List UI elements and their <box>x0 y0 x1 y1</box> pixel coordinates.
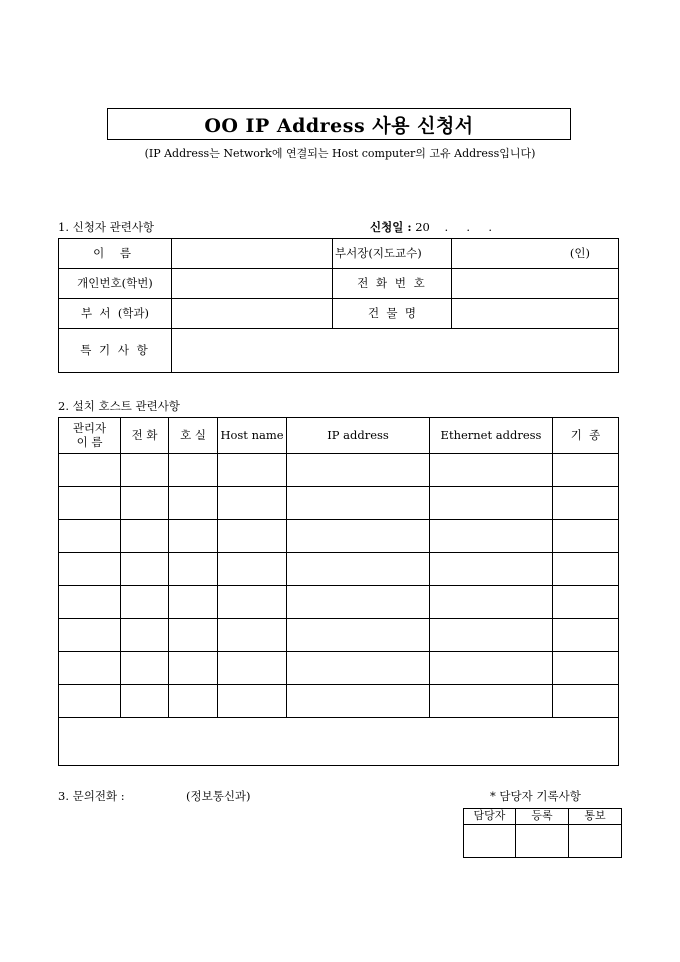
table-row <box>59 520 619 553</box>
dept-field[interactable] <box>172 299 333 329</box>
col-manager-name: 관리자 이 름 <box>59 418 121 454</box>
host-cell[interactable] <box>218 553 287 586</box>
host-cell[interactable] <box>59 652 121 685</box>
staff-register-field[interactable] <box>516 825 569 858</box>
building-field[interactable] <box>452 299 619 329</box>
date-label: 신청일 : <box>370 220 412 234</box>
staff-col-register: 등록 <box>516 809 569 825</box>
host-cell[interactable] <box>59 454 121 487</box>
host-table-footer-area[interactable] <box>59 718 619 766</box>
applicant-table <box>58 238 619 373</box>
host-cell[interactable] <box>121 520 169 553</box>
table-row <box>59 685 619 718</box>
form-title: OO IP Address 사용 신청서 <box>107 108 571 140</box>
table-row <box>59 553 619 586</box>
host-cell[interactable] <box>169 652 218 685</box>
table-row <box>59 454 619 487</box>
col-ip-address: IP address <box>287 418 430 454</box>
host-cell[interactable] <box>218 586 287 619</box>
host-cell[interactable] <box>59 520 121 553</box>
date-value: 20 . . . <box>415 220 493 234</box>
host-cell[interactable] <box>553 586 619 619</box>
host-cell[interactable] <box>553 619 619 652</box>
dept-label: 부 서 (학과) <box>59 299 172 329</box>
name-field[interactable] <box>172 239 333 269</box>
host-cell[interactable] <box>287 553 430 586</box>
host-cell[interactable] <box>169 487 218 520</box>
approver-label: 부서장(지도교수) <box>333 239 452 269</box>
staff-note: * 담당자 기록사항 <box>490 789 581 803</box>
host-cell[interactable] <box>430 520 553 553</box>
phone-field[interactable] <box>452 269 619 299</box>
host-cell[interactable] <box>553 685 619 718</box>
host-cell[interactable] <box>553 487 619 520</box>
host-cell[interactable] <box>59 553 121 586</box>
host-table-header <box>59 418 619 454</box>
host-cell[interactable] <box>553 520 619 553</box>
col-model: 기 종 <box>553 418 619 454</box>
host-cell[interactable] <box>218 652 287 685</box>
host-cell[interactable] <box>59 685 121 718</box>
host-cell[interactable] <box>169 685 218 718</box>
col-room: 호 실 <box>169 418 218 454</box>
host-cell[interactable] <box>287 586 430 619</box>
host-cell[interactable] <box>430 454 553 487</box>
staff-record-table <box>463 808 622 858</box>
host-cell[interactable] <box>218 619 287 652</box>
host-cell[interactable] <box>218 520 287 553</box>
host-cell[interactable] <box>287 454 430 487</box>
host-cell[interactable] <box>430 619 553 652</box>
host-cell[interactable] <box>121 454 169 487</box>
host-cell[interactable] <box>121 487 169 520</box>
table-row <box>59 652 619 685</box>
id-label: 개인번호(학번) <box>59 269 172 299</box>
col-host-name: Host name <box>218 418 287 454</box>
host-cell[interactable] <box>59 619 121 652</box>
staff-notify-field[interactable] <box>569 825 622 858</box>
name-label: 이 름 <box>59 239 172 269</box>
seal-field[interactable]: (인) <box>452 239 619 269</box>
table-row <box>59 586 619 619</box>
host-cell[interactable] <box>169 586 218 619</box>
staff-col-person: 담당자 <box>464 809 516 825</box>
host-cell[interactable] <box>553 652 619 685</box>
host-cell[interactable] <box>553 553 619 586</box>
host-cell[interactable] <box>59 586 121 619</box>
host-cell[interactable] <box>430 652 553 685</box>
host-cell[interactable] <box>169 619 218 652</box>
host-cell[interactable] <box>218 487 287 520</box>
host-cell[interactable] <box>121 619 169 652</box>
col-phone: 전 화 <box>121 418 169 454</box>
host-cell[interactable] <box>287 619 430 652</box>
host-cell[interactable] <box>218 454 287 487</box>
staff-col-notify: 통보 <box>569 809 622 825</box>
host-cell[interactable] <box>218 685 287 718</box>
section3-heading: 3. 문의전화 : <box>58 789 125 803</box>
host-cell[interactable] <box>121 586 169 619</box>
contact-department: (정보통신과) <box>186 789 251 803</box>
table-row <box>59 487 619 520</box>
host-cell[interactable] <box>121 652 169 685</box>
host-cell[interactable] <box>553 454 619 487</box>
host-cell[interactable] <box>169 454 218 487</box>
host-cell[interactable] <box>430 487 553 520</box>
building-label: 건 물 명 <box>333 299 452 329</box>
host-cell[interactable] <box>169 520 218 553</box>
host-cell[interactable] <box>287 487 430 520</box>
host-cell[interactable] <box>121 553 169 586</box>
id-field[interactable] <box>172 269 333 299</box>
host-cell[interactable] <box>59 487 121 520</box>
host-cell[interactable] <box>287 520 430 553</box>
col-ethernet-address: Ethernet address <box>430 418 553 454</box>
form-subtitle: (IP Address는 Network에 연결되는 Host computer의 고유 Address입니다) <box>144 147 536 160</box>
host-table <box>58 417 619 766</box>
host-cell[interactable] <box>287 685 430 718</box>
host-cell[interactable] <box>169 553 218 586</box>
section2-heading: 2. 설치 호스트 관련사항 <box>58 399 180 413</box>
host-cell[interactable] <box>430 685 553 718</box>
table-row <box>59 619 619 652</box>
application-date <box>370 219 492 235</box>
section1-heading: 1. 신청자 관련사항 <box>58 220 155 234</box>
host-cell[interactable] <box>430 553 553 586</box>
host-cell[interactable] <box>121 685 169 718</box>
staff-person-field[interactable] <box>464 825 516 858</box>
phone-label: 전 화 번 호 <box>333 269 452 299</box>
host-cell[interactable] <box>430 586 553 619</box>
remarks-label: 특 기 사 항 <box>59 329 172 373</box>
remarks-field[interactable] <box>172 329 619 373</box>
host-cell[interactable] <box>287 652 430 685</box>
